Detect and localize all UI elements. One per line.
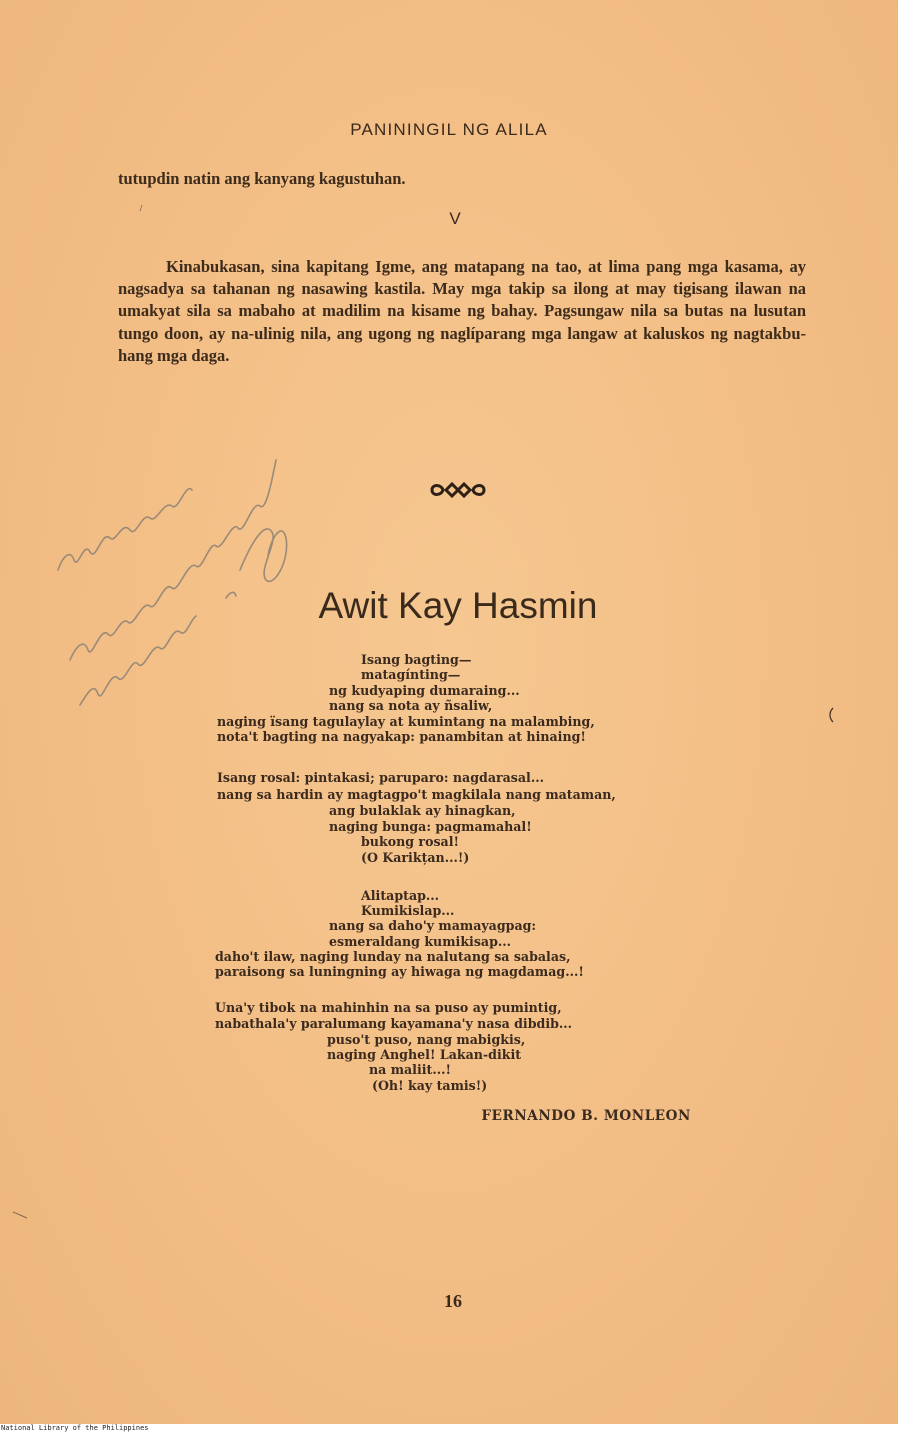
verse-line: naging ïsang tagulaylay at kumintang na malambing,	[217, 714, 595, 729]
handwritten-annotation	[40, 420, 300, 720]
verse-line: na maliit...!	[369, 1062, 452, 1077]
stray-mark-icon	[12, 1210, 28, 1220]
verse-line: bukong rosal!	[361, 834, 460, 849]
verse-line: daho't ilaw, naging lunday na nalutang sa sabalas,	[215, 949, 571, 964]
verse-line: nabathala'y paralumang kayamana'y nasa dibdib...	[215, 1016, 573, 1031]
verse-line: Alitaptap...	[361, 888, 440, 903]
poem-title: Awit Kay Hasmin	[318, 585, 598, 626]
verse-line: nota't bagting na nagyakap: panambitan at hinaing!	[217, 729, 586, 744]
ornament-divider-icon	[429, 481, 487, 499]
page-number: 16	[444, 1291, 462, 1311]
verse-line: Isang rosal: pintakasi; paruparo: nagdarasal...	[217, 770, 544, 785]
verse-line: (Oh! kay tamis!)	[372, 1078, 488, 1093]
footer-credit: National Library of the Philippines	[1, 1424, 149, 1432]
verse-line: (O Karikțan...!)	[361, 850, 470, 865]
verse-line: nang sa hardin ay magtagpo't magkilala nang mataman,	[217, 787, 616, 802]
story-paragraph: Kinabukasan, sina kapitang Igme, ang matapang na tao, at lima pang mga kasama, ay nagsadya sa tahanan ng nasawing kastila. May mga takip sa ilong at may tigisang ilawan na umakyat sila sa mabaho at madilim na kisame ng bahay. Pagsungaw nila sa butas na lusutan tungo doon, ay na-ulinig nila, ang ugong ng naglíparang mga langaw at kaluskos ng nagtakbu-hang mga daga.	[118, 257, 806, 365]
verse-line: nang sa nota ay ñsaliw,	[329, 698, 493, 713]
verse-line: matagínting—	[361, 667, 461, 682]
verse-line: paraisong sa luningning ay hiwaga ng magdamag...!	[215, 964, 584, 979]
verse-line: Kumikislap...	[361, 903, 455, 918]
footer-bar	[0, 1424, 898, 1433]
stray-mark-icon	[826, 706, 836, 724]
verse-line: esmeraldang kumikisap...	[329, 934, 512, 949]
verse-line: ang bulaklak ay hinagkan,	[329, 803, 516, 818]
verse-line: Una'y tibok na mahinhin na sa puso ay pumintig,	[215, 1000, 562, 1015]
continuation-line: tutupdin natin ang kanyang kagustuhan.	[118, 169, 406, 188]
verse-line: nang sa daho'y mamayagpag:	[329, 918, 537, 933]
running-head: PANININGIL NG ALILA	[350, 120, 548, 139]
verse-line: ng kudyaping dumaraing...	[329, 683, 520, 698]
poem-author: FERNANDO B. MONLEON	[481, 1108, 691, 1124]
verse-line: naging Anghel! Lakan-dikit	[327, 1047, 522, 1062]
verse-line: naging bunga: pagmamahal!	[329, 819, 532, 834]
stray-mark-icon	[138, 204, 144, 212]
verse-line: Isang bagting—	[361, 652, 472, 667]
section-number: V	[449, 209, 461, 228]
verse-line: puso't puso, nang mabigkis,	[327, 1032, 526, 1047]
